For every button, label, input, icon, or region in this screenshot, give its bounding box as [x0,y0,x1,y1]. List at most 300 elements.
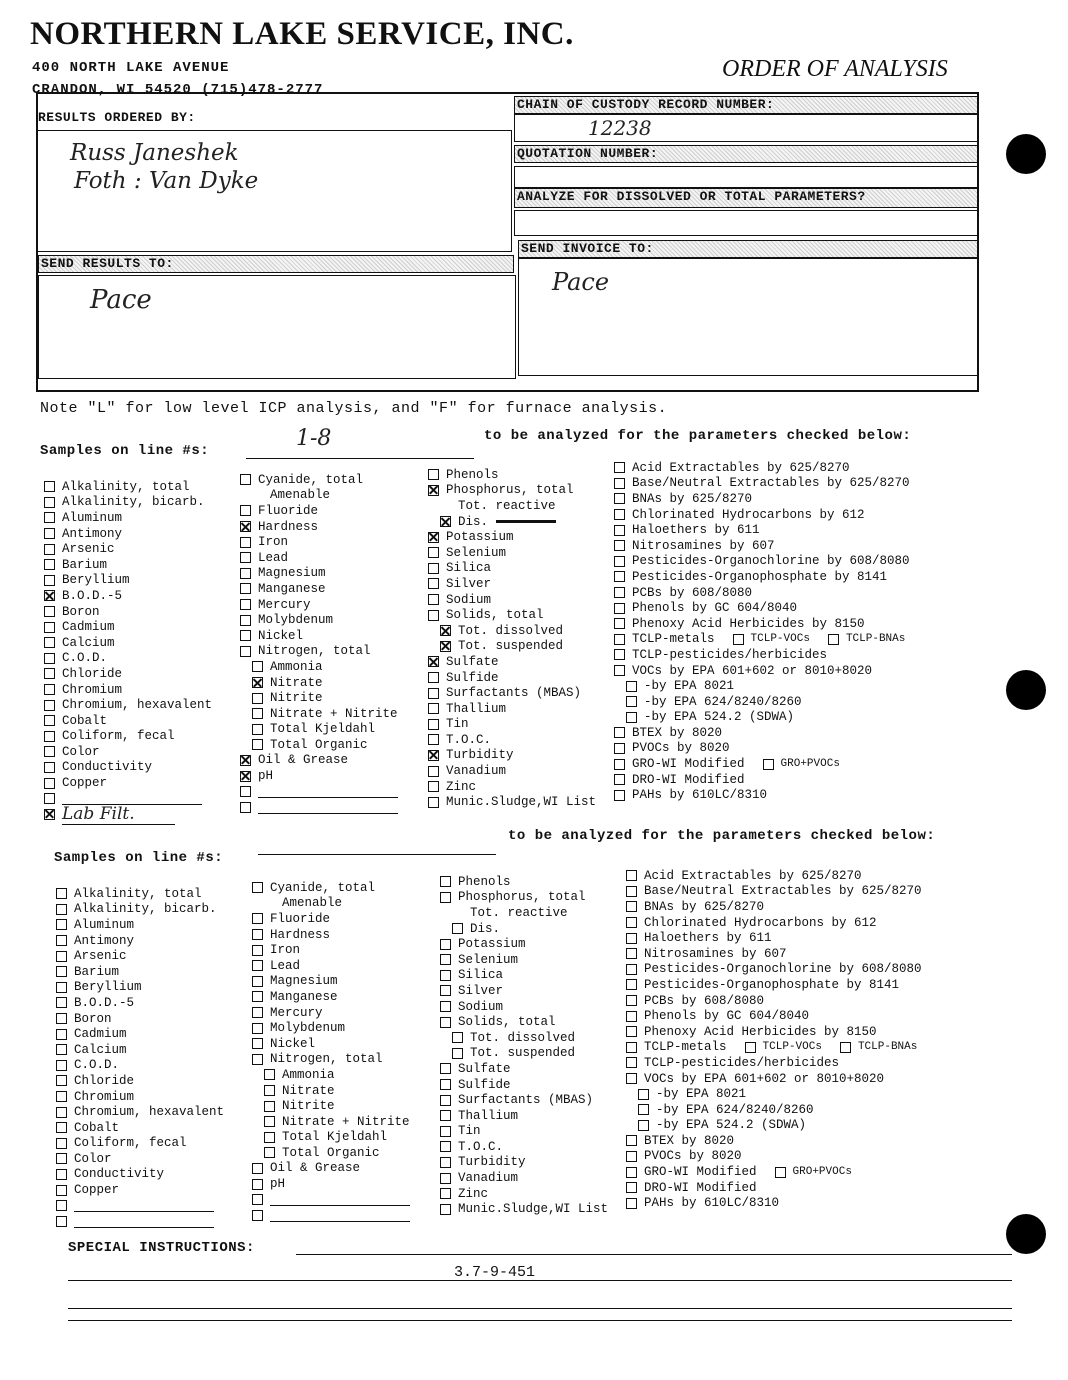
results-ordered-by-label: RESULTS ORDERED BY: [38,110,196,125]
param-row [626,1164,922,1180]
param-checkbox[interactable] [428,781,439,792]
param-checkbox[interactable] [56,919,67,930]
param-checkbox[interactable] [44,512,55,523]
param-checkbox[interactable] [638,1120,649,1131]
param-label: Vanadium [458,1171,519,1186]
param-checkbox[interactable] [56,1044,67,1055]
param-checkbox[interactable] [775,1167,786,1178]
param-row [44,557,212,573]
param-checkbox[interactable] [428,563,439,574]
param-label: Silica [458,968,504,983]
param-label: Base/Neutral Extractables by 625/8270 [632,476,910,491]
param-row [44,588,212,604]
param-checkbox[interactable] [626,1057,637,1068]
param-checkbox[interactable] [240,786,251,797]
param-checkbox[interactable] [626,1073,637,1084]
param-checkbox[interactable] [428,532,439,543]
param-label: Calcium [74,1042,127,1057]
instructions-line-2[interactable] [68,1262,1012,1281]
param-checkbox[interactable] [440,1126,451,1137]
ordered-by-line-2: Foth : Van Dyke [74,168,259,194]
param-checkbox[interactable] [828,634,839,645]
param-checkbox[interactable] [44,746,55,757]
param-checkbox[interactable] [56,1091,67,1102]
param-checkbox[interactable] [440,1157,451,1168]
param-checkbox[interactable] [252,1023,263,1034]
param-row [428,498,596,514]
param-checkbox[interactable] [428,766,439,777]
param-checkbox[interactable] [626,933,637,944]
param-checkbox[interactable] [56,1138,67,1149]
param-row [614,663,910,679]
param-label: PAHs by 610LC/8310 [644,1196,780,1211]
param-checkbox[interactable] [44,684,55,695]
param-row [240,566,398,582]
param-checkbox[interactable] [56,1200,67,1211]
quotation-field[interactable] [514,166,978,188]
param-label: Pesticides-Organophosphate by 8141 [644,977,900,992]
param-row [626,930,922,946]
param-checkbox[interactable] [614,649,625,660]
param-checkbox[interactable] [614,540,625,551]
param-checkbox[interactable] [240,646,251,657]
samples-field-2[interactable] [258,840,496,855]
param-checkbox[interactable] [252,708,263,719]
param-checkbox[interactable] [44,653,55,664]
param-checkbox[interactable] [252,1194,263,1205]
send-results-value: Pace [90,285,152,315]
param-checkbox[interactable] [252,1163,263,1174]
param-checkbox[interactable] [440,1063,451,1074]
param-row [428,483,596,499]
param-label: BTEX by 8020 [632,725,723,740]
ordered-by-line-1: Russ Janeshek [70,140,239,166]
param-row [428,529,596,545]
param-checkbox[interactable] [614,665,625,676]
param-checkbox[interactable] [440,641,451,652]
param-checkbox[interactable] [44,778,55,789]
section2-col4 [626,868,922,1211]
param-checkbox[interactable] [252,1179,263,1190]
param-checkbox[interactable] [56,1075,67,1086]
param-checkbox[interactable] [240,568,251,579]
param-checkbox[interactable] [614,571,625,582]
param-label: Selenium [446,545,507,560]
param-row [240,612,398,628]
param-checkbox[interactable] [614,587,625,598]
param-label: -by EPA 8021 [644,679,735,694]
param-checkbox[interactable] [252,661,263,672]
param-row [252,911,410,927]
param-row [440,1201,608,1217]
param-row [428,607,596,623]
param-checkbox[interactable] [428,734,439,745]
param-label [270,1209,410,1222]
param-row [240,799,398,815]
param-row [440,1030,608,1046]
param-row [44,604,212,620]
param-checkbox[interactable] [614,478,625,489]
param-checkbox[interactable] [626,1198,637,1209]
param-checkbox[interactable] [252,882,263,893]
param-label: Phenoxy Acid Herbicides by 8150 [632,616,865,631]
param-row [626,946,922,962]
param-label: TCLP-BNAs [857,1041,918,1054]
param-label: Hardness [258,519,319,534]
param-row [614,522,910,538]
param-checkbox[interactable] [44,793,55,804]
param-label: Antimony [74,933,135,948]
param-checkbox[interactable] [44,637,55,648]
param-checkbox[interactable] [56,1169,67,1180]
param-row [44,573,212,589]
param-checkbox[interactable] [638,1089,649,1100]
param-checkbox[interactable] [440,954,451,965]
param-checkbox[interactable] [240,521,251,532]
param-row [252,1005,410,1021]
param-row [440,874,608,890]
param-checkbox[interactable] [626,886,637,897]
param-checkbox[interactable] [44,559,55,570]
param-row [614,600,910,616]
param-checkbox[interactable] [240,802,251,813]
param-checkbox[interactable] [428,688,439,699]
param-label [258,785,398,798]
param-checkbox[interactable] [252,1054,263,1065]
param-checkbox[interactable] [44,497,55,508]
param-label: Pesticides-Organophosphate by 8141 [632,569,888,584]
param-label: Boron [74,1011,112,1026]
param-checkbox[interactable] [614,525,625,536]
param-checkbox[interactable] [240,537,251,548]
param-checkbox[interactable] [44,544,55,555]
param-row [428,763,596,779]
param-checkbox[interactable] [252,693,263,704]
param-checkbox[interactable] [252,976,263,987]
param-checkbox[interactable] [56,997,67,1008]
param-checkbox[interactable] [614,790,625,801]
param-label: Phenoxy Acid Herbicides by 8150 [644,1024,877,1039]
param-checkbox[interactable] [56,1122,67,1133]
param-label: Solids, total [446,608,544,623]
param-checkbox[interactable] [745,1042,756,1053]
param-label: Acid Extractables by 625/8270 [632,460,850,475]
param-checkbox[interactable] [44,528,55,539]
param-label: -by EPA 8021 [656,1087,747,1102]
param-checkbox[interactable] [614,493,625,504]
param-checkbox[interactable] [614,727,625,738]
param-checkbox[interactable] [44,590,55,601]
param-row [240,628,398,644]
param-row [440,1124,608,1140]
param-checkbox[interactable] [240,552,251,563]
param-label: Cyanide, total [270,880,376,895]
param-row [44,479,212,495]
param-row [626,1149,922,1165]
param-row [614,632,910,648]
param-checkbox[interactable] [252,929,263,940]
param-row [440,952,608,968]
param-label: Oil & Grease [270,1161,361,1176]
param-checkbox[interactable] [264,1069,275,1080]
param-checkbox[interactable] [626,1151,637,1162]
param-checkbox[interactable] [626,948,637,959]
param-label: Tin [446,717,469,732]
param-checkbox[interactable] [614,774,625,785]
param-row [428,779,596,795]
param-checkbox[interactable] [252,739,263,750]
analyze-field[interactable] [514,210,978,236]
param-checkbox[interactable] [428,594,439,605]
param-label: Sulfate [458,1061,511,1076]
param-checkbox[interactable] [614,462,625,473]
param-checkbox[interactable] [240,630,251,641]
param-checkbox[interactable] [240,755,251,766]
param-checkbox[interactable] [440,939,451,950]
param-checkbox[interactable] [56,888,67,899]
param-checkbox[interactable] [840,1042,851,1053]
param-checkbox[interactable] [240,599,251,610]
param-label: TCLP-pesticides/herbicides [644,1055,840,1070]
param-row [626,1180,922,1196]
param-row [240,550,398,566]
param-checkbox[interactable] [56,1153,67,1164]
param-checkbox[interactable] [440,1110,451,1121]
param-row [626,1118,922,1134]
param-checkbox[interactable] [440,876,451,887]
param-checkbox[interactable] [252,991,263,1002]
param-checkbox[interactable] [428,797,439,808]
param-checkbox[interactable] [440,1173,451,1184]
param-checkbox[interactable] [440,970,451,981]
param-checkbox[interactable] [56,1216,67,1227]
param-checkbox[interactable] [56,904,67,915]
param-checkbox[interactable] [626,1135,637,1146]
param-checkbox[interactable] [428,469,439,480]
param-row [440,921,608,937]
param-checkbox[interactable] [626,1011,637,1022]
param-checkbox[interactable] [440,516,451,527]
param-checkbox[interactable] [240,615,251,626]
param-checkbox[interactable] [440,1079,451,1090]
param-checkbox[interactable] [614,556,625,567]
param-row [428,467,596,483]
form-title: ORDER OF ANALYSIS [722,56,948,82]
param-checkbox[interactable] [626,712,637,723]
param-row [44,666,212,682]
param-checkbox[interactable] [252,1210,263,1221]
param-label: DRO-WI Modified [644,1180,757,1195]
param-label: C.O.D. [62,651,108,666]
param-checkbox[interactable] [56,1029,67,1040]
param-checkbox[interactable] [626,1042,637,1053]
param-label: Arsenic [62,542,115,557]
param-label: Calcium [62,635,115,650]
param-checkbox[interactable] [440,1017,451,1028]
param-checkbox[interactable] [614,509,625,520]
param-label: Haloethers by 611 [632,523,760,538]
param-checkbox[interactable] [452,1032,463,1043]
param-checkbox[interactable] [614,634,625,645]
section1-col4 [614,460,910,803]
param-label: Oil & Grease [258,753,349,768]
param-checkbox[interactable] [56,966,67,977]
param-checkbox[interactable] [240,474,251,485]
param-row [440,1014,608,1030]
param-checkbox[interactable] [626,696,637,707]
param-row [626,868,922,884]
samples-label-1: Samples on line #s: [40,443,210,459]
param-checkbox[interactable] [452,1048,463,1059]
param-row [626,993,922,1009]
punch-hole-middle [1006,670,1046,710]
param-row [240,722,398,738]
param-label: Ammonia [270,659,323,674]
instructions-line-4[interactable] [68,1300,1012,1321]
param-checkbox[interactable] [626,901,637,912]
param-row [252,1176,410,1192]
param-checkbox[interactable] [264,1101,275,1112]
param-row [614,585,910,601]
param-checkbox[interactable] [56,1107,67,1118]
param-checkbox[interactable] [56,982,67,993]
param-label: Fluoride [270,911,331,926]
param-row [428,545,596,561]
param-checkbox[interactable] [252,724,263,735]
param-checkbox[interactable] [626,917,637,928]
param-label: Conductivity [74,1167,165,1182]
param-checkbox[interactable] [763,759,774,770]
param-row [252,974,410,990]
param-checkbox[interactable] [626,1167,637,1178]
param-checkbox[interactable] [614,743,625,754]
param-checkbox[interactable] [440,985,451,996]
param-checkbox[interactable] [428,485,439,496]
section2-col2 [252,880,410,1223]
param-checkbox[interactable] [264,1132,275,1143]
param-checkbox[interactable] [614,618,625,629]
section1-col3 [428,467,596,810]
param-checkbox[interactable] [440,1001,451,1012]
param-checkbox[interactable] [252,677,263,688]
coc-field[interactable] [514,114,978,142]
param-checkbox[interactable] [428,672,439,683]
param-label: Tot. reactive [470,905,568,920]
param-row [56,1120,224,1136]
param-checkbox[interactable] [428,578,439,589]
param-checkbox[interactable] [264,1116,275,1127]
param-checkbox[interactable] [44,606,55,617]
param-checkbox[interactable] [264,1085,275,1096]
param-checkbox[interactable] [240,771,251,782]
param-checkbox[interactable] [56,935,67,946]
send-invoice-value: Pace [552,268,610,296]
param-checkbox[interactable] [440,1095,451,1106]
param-checkbox[interactable] [638,1104,649,1115]
param-row [240,784,398,800]
param-checkbox[interactable] [44,700,55,711]
param-label: BNAs by 625/8270 [632,491,753,506]
param-checkbox[interactable] [56,1185,67,1196]
param-row [626,1071,922,1087]
param-row [240,581,398,597]
param-checkbox[interactable] [44,668,55,679]
param-checkbox[interactable] [252,1007,263,1018]
param-checkbox[interactable] [44,731,55,742]
param-checkbox[interactable] [56,1013,67,1024]
param-checkbox[interactable] [626,995,637,1006]
param-checkbox[interactable] [440,625,451,636]
param-checkbox[interactable] [252,960,263,971]
param-checkbox[interactable] [428,703,439,714]
param-checkbox[interactable] [440,892,451,903]
param-checkbox[interactable] [428,547,439,558]
param-label: Phosphorus, total [446,483,574,498]
param-checkbox[interactable] [626,681,637,692]
send-results-label: SEND RESULTS TO: [38,255,514,273]
param-label: Alkalinity, bicarb. [74,902,217,917]
param-checkbox[interactable] [440,1141,451,1152]
param-checkbox[interactable] [56,951,67,962]
analyze-label: ANALYZE FOR DISSOLVED OR TOTAL PARAMETERS? [514,188,978,208]
param-checkbox[interactable] [733,634,744,645]
param-checkbox[interactable] [626,964,637,975]
param-checkbox[interactable] [252,1038,263,1049]
param-checkbox[interactable] [44,715,55,726]
param-checkbox[interactable] [44,481,55,492]
param-row [252,958,410,974]
param-label: GRO+PVOCs [792,1166,852,1179]
param-checkbox[interactable] [428,750,439,761]
param-label: Copper [62,776,108,791]
param-row [56,1089,224,1105]
param-checkbox[interactable] [440,1204,451,1215]
param-checkbox[interactable] [240,505,251,516]
param-checkbox[interactable] [44,762,55,773]
param-checkbox[interactable] [44,622,55,633]
param-checkbox[interactable] [428,719,439,730]
param-checkbox[interactable] [428,656,439,667]
param-checkbox[interactable] [44,809,55,820]
param-checkbox[interactable] [626,870,637,881]
param-checkbox[interactable] [240,583,251,594]
param-checkbox[interactable] [452,923,463,934]
param-checkbox[interactable] [614,603,625,614]
param-row [428,654,596,670]
param-label: Sulfide [446,670,499,685]
company-name: NORTHERN LAKE SERVICE, INC. [30,16,574,52]
analyzed-text-2: to be analyzed for the parameters checked below: [508,828,936,844]
param-row [44,713,212,729]
samples-field-1[interactable] [246,442,474,459]
param-checkbox[interactable] [440,1188,451,1199]
param-row [428,685,596,701]
param-label: Tot. suspended [470,1046,576,1061]
param-checkbox[interactable] [428,610,439,621]
param-checkbox[interactable] [614,759,625,770]
param-checkbox[interactable] [56,1060,67,1071]
special-instructions-field[interactable] [296,1236,1012,1255]
param-checkbox[interactable] [252,945,263,956]
param-label: Ammonia [282,1067,335,1082]
param-checkbox[interactable] [626,1182,637,1193]
param-checkbox[interactable] [626,1026,637,1037]
param-checkbox[interactable] [252,913,263,924]
param-label: Nitrogen, total [270,1052,383,1067]
param-checkbox[interactable] [626,979,637,990]
param-checkbox[interactable] [264,1147,275,1158]
param-checkbox[interactable] [44,575,55,586]
